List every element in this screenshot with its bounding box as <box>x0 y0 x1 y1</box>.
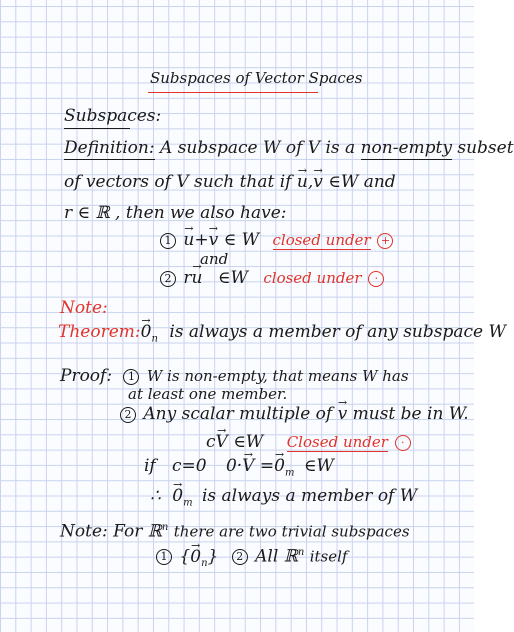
theorem-line <box>58 322 506 349</box>
rn-superscript: n <box>161 522 169 533</box>
definition-text-2b: ∈W and <box>328 172 396 192</box>
zero-subscript: m <box>183 497 193 509</box>
comma: , <box>307 172 314 192</box>
closed-under-scalar <box>263 269 386 287</box>
definition-text-1: A subspace W of V is a <box>160 138 356 158</box>
proof-step-1-text: W is non-empty, that means W has <box>146 367 409 385</box>
note-label: Note: <box>60 298 108 318</box>
definition-non-empty: non-empty <box>360 138 452 158</box>
closed-under-text: closed under <box>272 231 371 249</box>
proof-label: Proof: <box>60 366 113 386</box>
theorem-text: is always a member of any subspace W <box>169 322 506 342</box>
final-note-text-b: there are two trivial subspaces <box>173 522 410 541</box>
vector-v: → v <box>313 172 323 192</box>
proof-step-2-text-b: must be in W. <box>352 404 469 424</box>
and-word: and <box>200 250 229 268</box>
all-rn: All ℝ <box>255 546 298 567</box>
therefore-sign: ∴ <box>150 486 161 506</box>
in-w: ∈W <box>217 268 248 288</box>
brace-open: { <box>179 546 191 567</box>
scalar-r: r <box>183 268 192 288</box>
theorem-label: Theorem: <box>58 322 141 342</box>
definition-text-2: of vectors of V such that if <box>64 172 292 192</box>
vector-v: → v <box>209 230 219 250</box>
condition-1 <box>158 230 395 250</box>
proof-conclusion <box>150 486 417 513</box>
definition-line-2 <box>64 172 396 192</box>
brace-close: } <box>207 546 219 567</box>
plus-sign: + <box>194 230 209 250</box>
vector-u: → u <box>192 268 203 288</box>
closed-under-text: Closed under <box>286 433 388 451</box>
zero-times: 0· <box>225 456 243 476</box>
zero-vector: → 0 <box>172 486 183 506</box>
vector-v: → v <box>338 404 348 424</box>
final-note-line <box>60 518 410 542</box>
zero-subscript: n <box>151 333 158 345</box>
dot-operator: · <box>368 271 384 287</box>
definition-label: Definition: <box>64 138 155 158</box>
definition-line-1 <box>64 138 514 158</box>
zero-vector: → 0 <box>190 547 201 567</box>
definition-text-1b: subset <box>457 138 514 158</box>
zero-subscript: m <box>284 467 295 479</box>
scalar-c: c <box>206 432 216 452</box>
zero-subscript: n <box>201 558 208 570</box>
conclusion-text: is always a member of W <box>201 486 418 506</box>
in-w: ∈ W <box>223 230 260 250</box>
plus-operator: + <box>377 233 393 249</box>
zero-vector: → 0 <box>141 322 152 342</box>
section-heading-underline <box>64 128 130 129</box>
trivial-1-number: 1 <box>156 549 172 565</box>
proof-line-1 <box>60 366 409 386</box>
proof-line-3 <box>118 404 469 424</box>
condition-2-number: 2 <box>160 271 176 287</box>
definition-text-3: r ∈ ℝ , then we also have: <box>64 203 287 223</box>
page-title: Subspaces of Vector Spaces <box>150 69 363 87</box>
closed-under-addition <box>273 231 396 249</box>
proof-line-2: at least one member. <box>128 385 288 403</box>
trivial-2-number: 2 <box>232 549 248 565</box>
proof-line-4 <box>206 432 413 452</box>
rn-superscript: n <box>297 547 305 558</box>
in-w: ∈W <box>303 456 334 476</box>
definition-line-3 <box>64 203 286 223</box>
section-heading <box>64 106 161 126</box>
equals-sign: = <box>259 456 275 476</box>
vector-u: → u <box>297 172 308 192</box>
condition-2 <box>158 268 386 288</box>
proof-step-2-number: 2 <box>120 407 136 423</box>
vector-u: → u <box>183 230 194 250</box>
vector-v: → V <box>242 456 254 476</box>
final-note-text: Note: For ℝ <box>60 521 162 542</box>
if-c-zero: if c=0 <box>144 456 207 476</box>
title-underline <box>148 92 318 93</box>
zero-vector: → 0 <box>274 456 285 476</box>
vector-v: → V <box>216 432 228 452</box>
section-heading-text: Subspaces: <box>64 106 162 126</box>
closed-under-text: closed under <box>263 269 362 287</box>
itself-text: itself <box>309 547 348 566</box>
dot-operator: · <box>395 435 411 451</box>
trivial-subspaces <box>154 543 347 574</box>
condition-1-number: 1 <box>160 233 176 249</box>
proof-step-1-number: 1 <box>123 369 139 385</box>
closed-under-scalar-note <box>287 433 413 451</box>
proof-step-2-text: Any scalar multiple of <box>143 404 333 424</box>
in-w: ∈W <box>233 432 264 452</box>
